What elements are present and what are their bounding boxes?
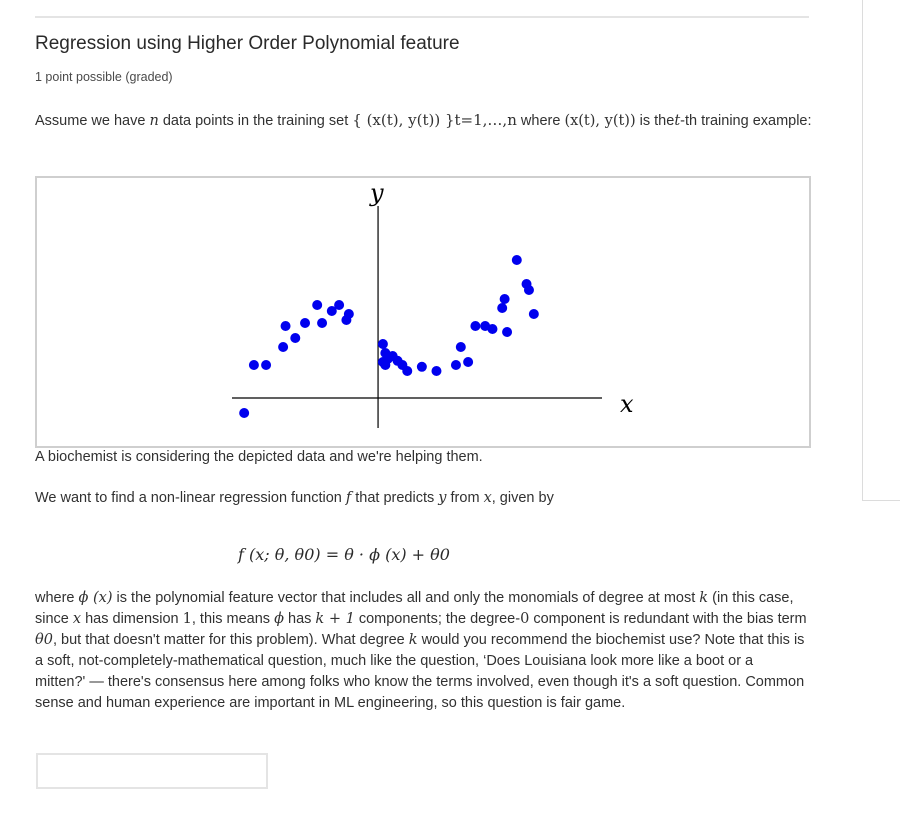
math-t: t bbox=[674, 113, 681, 129]
data-point bbox=[239, 408, 249, 418]
question-text: components; the degree- bbox=[358, 611, 521, 627]
data-point bbox=[290, 333, 300, 343]
data-point bbox=[312, 300, 322, 310]
question-text: has dimension bbox=[85, 611, 179, 627]
math-theta0: θ0 bbox=[35, 632, 53, 648]
y-axis-label: y bbox=[370, 179, 384, 207]
math-example-pair: (x(t), y(t)) bbox=[564, 113, 636, 129]
want-text: from bbox=[450, 490, 480, 506]
data-point bbox=[470, 321, 480, 331]
data-point bbox=[278, 342, 288, 352]
data-point bbox=[451, 360, 461, 370]
data-point bbox=[502, 327, 512, 337]
points-possible: 1 point possible (graded) bbox=[35, 70, 173, 84]
math-phi: ϕ bbox=[274, 611, 284, 627]
data-point bbox=[529, 309, 539, 319]
intro-paragraph bbox=[35, 106, 815, 135]
question-text: where bbox=[35, 590, 75, 606]
data-point bbox=[463, 357, 473, 367]
data-point bbox=[524, 285, 534, 295]
math-k: k bbox=[699, 590, 709, 606]
question-text: (in this case, since bbox=[35, 590, 794, 627]
math-zero: 0 bbox=[520, 611, 530, 627]
math-x: x bbox=[72, 611, 82, 627]
problem-title: Regression using Higher Order Polynomial feature bbox=[35, 33, 460, 54]
math-phi-x: ϕ (x) bbox=[78, 590, 113, 606]
data-point bbox=[431, 366, 441, 376]
data-point bbox=[402, 366, 412, 376]
intro-text: is the bbox=[639, 113, 675, 129]
top-divider bbox=[35, 16, 809, 18]
question-text: has bbox=[288, 611, 312, 627]
math-k: k bbox=[408, 632, 418, 648]
question-text: , this means bbox=[191, 611, 271, 627]
data-point bbox=[500, 294, 510, 304]
intro-text: where bbox=[520, 113, 561, 129]
want-text: , given by bbox=[491, 490, 554, 506]
intro-text: data points in the training set bbox=[162, 113, 349, 129]
math-x: x bbox=[483, 490, 492, 506]
data-point bbox=[456, 342, 466, 352]
math-n: n bbox=[149, 113, 159, 129]
scatter-figure bbox=[35, 176, 811, 448]
side-panel bbox=[862, 0, 900, 501]
data-point bbox=[344, 309, 354, 319]
question-text: is the polynomial feature vector that includes all and only the monomials of degree at most bbox=[116, 590, 696, 606]
x-axis-label: x bbox=[620, 390, 634, 418]
math-f: f bbox=[345, 490, 352, 506]
answer-input[interactable] bbox=[36, 753, 268, 789]
question-text: , but that doesn't matter for this problem). What degree bbox=[52, 632, 405, 648]
question-paragraph bbox=[35, 588, 807, 714]
data-point bbox=[487, 324, 497, 334]
data-point bbox=[512, 255, 522, 265]
math-training-set: { (x(t), y(t)) }t=1,…,n bbox=[352, 111, 517, 129]
want-text: that predicts bbox=[355, 490, 435, 506]
want-text: We want to find a non-linear regression function bbox=[35, 490, 342, 506]
data-point bbox=[249, 360, 259, 370]
data-point bbox=[417, 362, 427, 372]
figure-caption: A biochemist is considering the depicted data and we're helping them. bbox=[35, 449, 483, 465]
math-y: y bbox=[438, 490, 447, 506]
intro-text: Assume we have bbox=[35, 113, 146, 129]
question-text: would you recommend the biochemist use? Note that this is a soft, not-completely-mathematical question, much like the question, ‘Does Louisiana look more like a boot or a mitten?' — there's consensus here among folks who know the terms involved, even though it's a soft question. Common sense and human experience are important in ML engineering, so this question is fair game. bbox=[35, 632, 805, 711]
data-point bbox=[281, 321, 291, 331]
scatter-chart bbox=[37, 178, 809, 446]
question-text: component is redundant with the bias term bbox=[533, 611, 807, 627]
math-k-plus-1: k + 1 bbox=[315, 611, 355, 627]
data-point bbox=[317, 318, 327, 328]
data-point bbox=[334, 300, 344, 310]
math-one: 1 bbox=[182, 611, 192, 627]
regression-paragraph bbox=[35, 490, 554, 506]
data-point bbox=[261, 360, 271, 370]
data-point bbox=[300, 318, 310, 328]
data-points bbox=[239, 255, 539, 418]
data-point bbox=[378, 339, 388, 349]
intro-text: -th training example: bbox=[680, 113, 812, 129]
regression-formula: f (x; θ, θ0) = θ · ϕ (x) + θ0 bbox=[238, 545, 450, 564]
data-point bbox=[497, 303, 507, 313]
